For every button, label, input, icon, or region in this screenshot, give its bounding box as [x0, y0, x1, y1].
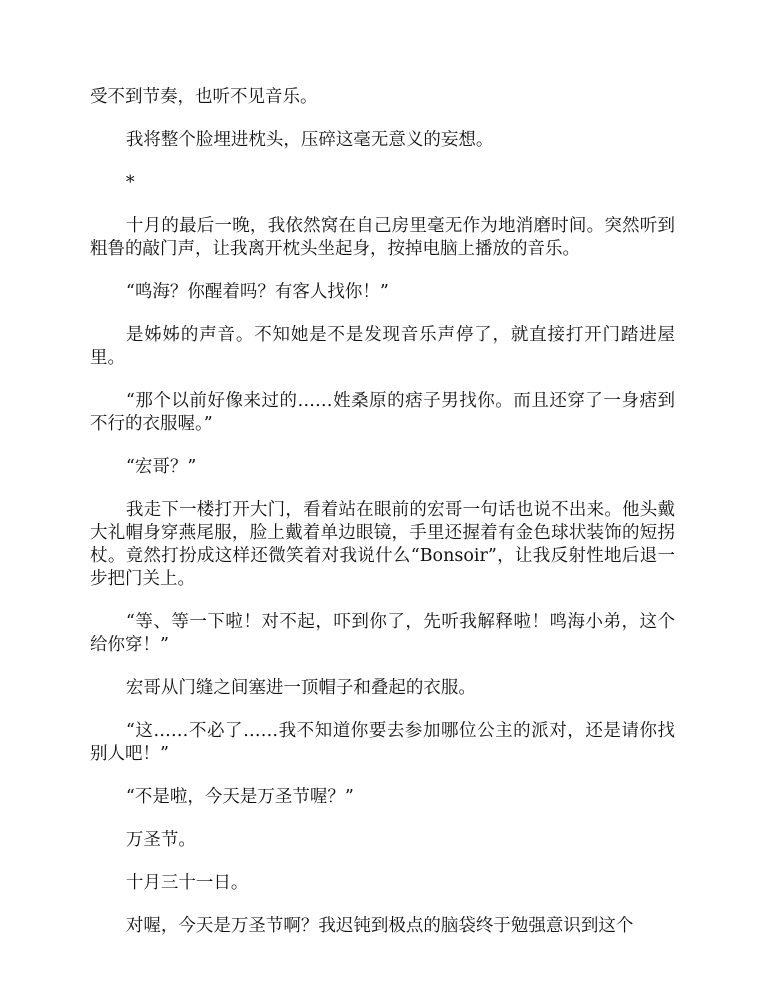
paragraph: 万圣节。 [125, 830, 196, 850]
paragraph: 十月三十一日。 [125, 873, 249, 893]
dialogue: “这……不必了……我不知道你要去参加哪位公主的派对，还是请你找别人吧！” [90, 721, 675, 764]
paragraph-continued: 受不到节奏，也听不见音乐。 [90, 87, 318, 107]
paragraph: 是姊姊的声音。不知她是不是发现音乐声停了，就直接打开门踏进屋里。 [90, 325, 675, 368]
paragraph: 我将整个脸埋进枕头，压碎这毫无意义的妄想。 [125, 130, 494, 150]
paragraph: 宏哥从门缝之间塞进一顶帽子和叠起的衣服。 [125, 678, 476, 698]
dialogue: “不是啦，今天是万圣节喔？” [125, 787, 354, 807]
dialogue: “那个以前好像来过的……姓桑原的痞子男找你。而且还穿了一身痞到不行的衣服喔。” [90, 391, 675, 434]
scene-break: * [125, 173, 135, 193]
document-page [90, 86, 675, 958]
dialogue: “宏哥？” [125, 457, 197, 477]
dialogue: “等、等一下啦！对不起，吓到你了，先听我解释啦！鸣海小弟，这个给你穿！” [90, 612, 675, 655]
paragraph: 对喔，今天是万圣节啊？我迟钝到极点的脑袋终于勉强意识到这个 [125, 916, 634, 936]
paragraph: 我走下一楼打开大门，看着站在眼前的宏哥一句话也说不出来。他头戴大礼帽身穿燕尾服，脸上戴着单边眼镜，手里还握着有金色球状装饰的短拐杖。竟然打扮成这样还微笑着对我说什么“Bonsoir”，让我反射性地后退一步把门关上。 [90, 500, 675, 589]
dialogue: “鸣海？你醒着吗？有客人找你！” [125, 282, 389, 302]
paragraph: 十月的最后一晚，我依然窝在自己房里毫无作为地消磨时间。突然听到粗鲁的敲门声，让我离开枕头坐起身，按掉电脑上播放的音乐。 [90, 216, 675, 259]
